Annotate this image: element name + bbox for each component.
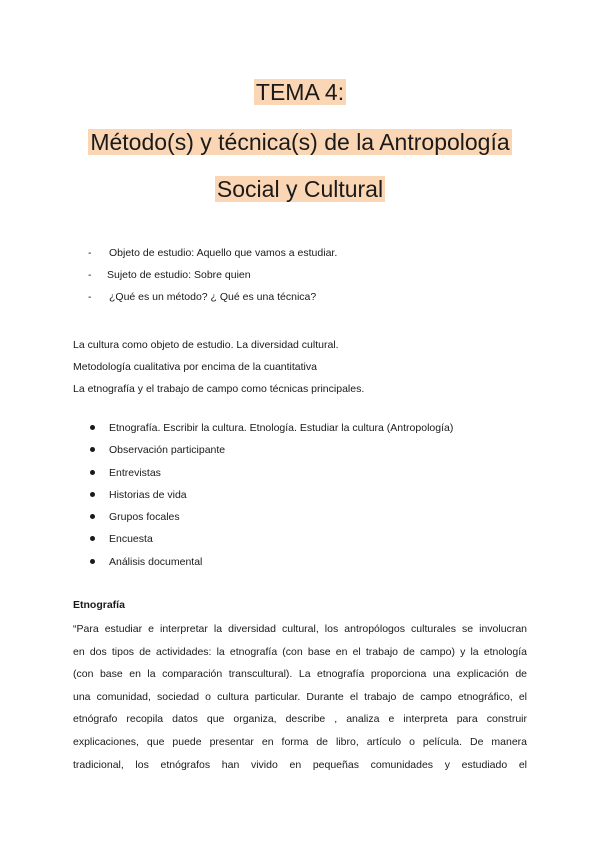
- list-item-text: Grupos focales: [109, 511, 180, 524]
- bullet-icon: [90, 425, 95, 430]
- dash-marker: -: [88, 291, 92, 303]
- body-line: una comunidad, sociedad o cultura particular. Durante el trabajo de campo etnográfico, el: [73, 690, 527, 703]
- section-body: [73, 618, 527, 776]
- list-item-text: Encuesta: [109, 533, 153, 546]
- dash-marker: -: [88, 247, 92, 259]
- body-line: “Para estudiar e interpretar la diversidad cultural, los antropólogos culturales se involucran: [73, 623, 527, 635]
- list-item: [90, 555, 453, 577]
- intro-paragraphs: [73, 334, 364, 400]
- body-line: etnógrafo recopila datos que organiza, describe , analiza e interpreta para construir: [73, 713, 527, 726]
- list-item: [90, 488, 453, 510]
- list-item-text: Sujeto de estudio: Sobre quien: [107, 269, 251, 281]
- bullet-list: [90, 421, 453, 577]
- body-line: tradicional, los etnógrafos han vivido en pequeñas comunidades y estudiado el: [73, 758, 527, 771]
- title-sub: Social y Cultural: [216, 176, 384, 202]
- list-item: [88, 268, 337, 290]
- bullet-icon: [90, 536, 95, 541]
- list-item-text: Análisis documental: [109, 555, 203, 568]
- body-line: en dos tipos de actividades: la etnografía (con base en el trabajo de campo) y la etnología: [73, 645, 527, 658]
- list-item: [90, 421, 453, 443]
- list-item-text: Objeto de estudio: Aquello que vamos a estudiar.: [109, 247, 338, 259]
- bullet-icon: [90, 470, 95, 475]
- body-line: explicaciones, que puede presentar en forma de libro, artículo o película. De manera: [73, 735, 527, 748]
- bullet-icon: [90, 447, 95, 452]
- list-item: [90, 466, 453, 488]
- list-item: [90, 443, 453, 465]
- paragraph: La etnografía y el trabajo de campo como técnicas principales.: [73, 383, 365, 395]
- bullet-icon: [90, 492, 95, 497]
- list-item-text: Etnografía. Escribir la cultura. Etnología. Estudiar la cultura (Antropología): [109, 422, 454, 434]
- list-item-text: Historias de vida: [109, 488, 187, 501]
- list-item: [88, 290, 337, 312]
- bullet-icon: [90, 559, 95, 564]
- list-item: [90, 510, 453, 532]
- title-main: Método(s) y técnica(s) de la Antropología: [90, 129, 510, 155]
- list-item: [88, 246, 337, 268]
- body-line: (con base en la comparación transcultural). La etnografía proporciona una explicación de: [73, 668, 527, 681]
- title-line-3: [0, 174, 600, 204]
- bullet-icon: [90, 514, 95, 519]
- paragraph: Metodología cualitativa por encima de la cuantitativa: [73, 361, 317, 373]
- tema-number: TEMA 4:: [255, 79, 345, 105]
- list-item-text: ¿Qué es un método? ¿ Qué es una técnica?: [109, 291, 317, 303]
- dash-list: [88, 246, 337, 312]
- title-line-1: [0, 77, 600, 107]
- list-item-text: Observación participante: [109, 444, 226, 457]
- section-heading: Etnografía: [73, 599, 125, 611]
- list-item: [90, 532, 453, 554]
- dash-marker: -: [88, 269, 92, 281]
- title-line-2: [0, 127, 600, 157]
- paragraph: La cultura como objeto de estudio. La diversidad cultural.: [73, 339, 339, 351]
- list-item-text: Entrevistas: [109, 466, 161, 479]
